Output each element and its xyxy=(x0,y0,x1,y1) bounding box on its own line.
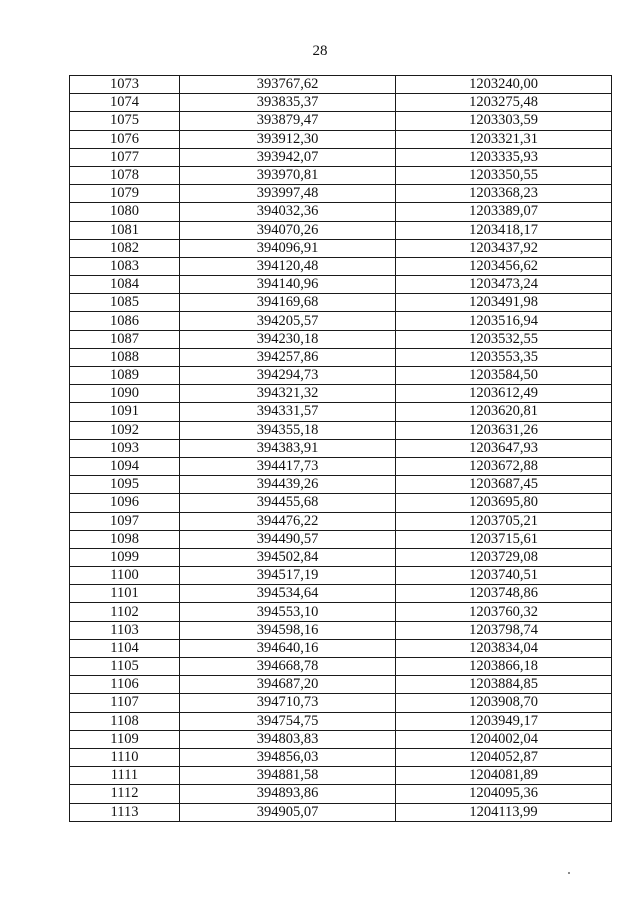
table-row xyxy=(70,330,612,348)
coordinates-table xyxy=(69,75,612,822)
point-number-cell: 1113 xyxy=(70,803,180,821)
y-coordinate-cell: 1203695,80 xyxy=(396,494,612,512)
point-number-cell: 1096 xyxy=(70,494,180,512)
x-coordinate-cell: 394257,86 xyxy=(180,348,396,366)
table-row xyxy=(70,203,612,221)
y-coordinate-cell: 1203418,17 xyxy=(396,221,612,239)
y-coordinate-cell: 1203672,88 xyxy=(396,457,612,475)
table-row xyxy=(70,166,612,184)
table-row xyxy=(70,276,612,294)
x-coordinate-cell: 394517,19 xyxy=(180,567,396,585)
y-coordinate-cell: 1204052,87 xyxy=(396,748,612,766)
x-coordinate-cell: 394881,58 xyxy=(180,767,396,785)
point-number-cell: 1077 xyxy=(70,148,180,166)
x-coordinate-cell: 394502,84 xyxy=(180,548,396,566)
table-row xyxy=(70,748,612,766)
x-coordinate-cell: 394230,18 xyxy=(180,330,396,348)
point-number-cell: 1102 xyxy=(70,603,180,621)
y-coordinate-cell: 1203473,24 xyxy=(396,276,612,294)
x-coordinate-cell: 394455,68 xyxy=(180,494,396,512)
x-coordinate-cell: 394668,78 xyxy=(180,658,396,676)
x-coordinate-cell: 394687,20 xyxy=(180,676,396,694)
point-number-cell: 1091 xyxy=(70,403,180,421)
y-coordinate-cell: 1203389,07 xyxy=(396,203,612,221)
point-number-cell: 1090 xyxy=(70,385,180,403)
table-row xyxy=(70,494,612,512)
point-number-cell: 1098 xyxy=(70,530,180,548)
table-row xyxy=(70,694,612,712)
x-coordinate-cell: 394140,96 xyxy=(180,276,396,294)
point-number-cell: 1104 xyxy=(70,639,180,657)
table-row xyxy=(70,439,612,457)
x-coordinate-cell: 394439,26 xyxy=(180,476,396,494)
point-number-cell: 1100 xyxy=(70,567,180,585)
table-row xyxy=(70,76,612,94)
y-coordinate-cell: 1203715,61 xyxy=(396,530,612,548)
table-row xyxy=(70,548,612,566)
x-coordinate-cell: 394294,73 xyxy=(180,367,396,385)
point-number-cell: 1081 xyxy=(70,221,180,239)
y-coordinate-cell: 1203456,62 xyxy=(396,257,612,275)
point-number-cell: 1099 xyxy=(70,548,180,566)
page-number: 28 xyxy=(312,43,328,59)
x-coordinate-cell: 394553,10 xyxy=(180,603,396,621)
point-number-cell: 1082 xyxy=(70,239,180,257)
point-number-cell: 1076 xyxy=(70,130,180,148)
y-coordinate-cell: 1203516,94 xyxy=(396,312,612,330)
y-coordinate-cell: 1204113,99 xyxy=(396,803,612,821)
x-coordinate-cell: 394490,57 xyxy=(180,530,396,548)
y-coordinate-cell: 1203584,50 xyxy=(396,367,612,385)
y-coordinate-cell: 1203740,51 xyxy=(396,567,612,585)
table-row xyxy=(70,312,612,330)
point-number-cell: 1074 xyxy=(70,94,180,112)
table-row xyxy=(70,239,612,257)
table-row xyxy=(70,367,612,385)
x-coordinate-cell: 394120,48 xyxy=(180,257,396,275)
table-row xyxy=(70,512,612,530)
table-row xyxy=(70,785,612,803)
table-row xyxy=(70,421,612,439)
y-coordinate-cell: 1204081,89 xyxy=(396,767,612,785)
point-number-cell: 1075 xyxy=(70,112,180,130)
point-number-cell: 1087 xyxy=(70,330,180,348)
point-number-cell: 1088 xyxy=(70,348,180,366)
point-number-cell: 1084 xyxy=(70,276,180,294)
x-coordinate-cell: 394331,57 xyxy=(180,403,396,421)
point-number-cell: 1111 xyxy=(70,767,180,785)
y-coordinate-cell: 1203612,49 xyxy=(396,385,612,403)
table-row xyxy=(70,767,612,785)
x-coordinate-cell: 394205,57 xyxy=(180,312,396,330)
point-number-cell: 1086 xyxy=(70,312,180,330)
table-row xyxy=(70,567,612,585)
y-coordinate-cell: 1203834,04 xyxy=(396,639,612,657)
table-row xyxy=(70,621,612,639)
x-coordinate-cell: 393879,47 xyxy=(180,112,396,130)
table-row xyxy=(70,385,612,403)
y-coordinate-cell: 1203729,08 xyxy=(396,548,612,566)
point-number-cell: 1095 xyxy=(70,476,180,494)
table-row xyxy=(70,457,612,475)
coordinates-table-body xyxy=(70,76,612,822)
x-coordinate-cell: 394856,03 xyxy=(180,748,396,766)
y-coordinate-cell: 1203705,21 xyxy=(396,512,612,530)
point-number-cell: 1108 xyxy=(70,712,180,730)
x-coordinate-cell: 394476,22 xyxy=(180,512,396,530)
table-row xyxy=(70,94,612,112)
table-row xyxy=(70,585,612,603)
table-row xyxy=(70,530,612,548)
point-number-cell: 1105 xyxy=(70,658,180,676)
y-coordinate-cell: 1204002,04 xyxy=(396,730,612,748)
x-coordinate-cell: 394905,07 xyxy=(180,803,396,821)
point-number-cell: 1094 xyxy=(70,457,180,475)
x-coordinate-cell: 393997,48 xyxy=(180,185,396,203)
x-coordinate-cell: 394321,32 xyxy=(180,385,396,403)
table-row xyxy=(70,476,612,494)
x-coordinate-cell: 394803,83 xyxy=(180,730,396,748)
point-number-cell: 1089 xyxy=(70,367,180,385)
y-coordinate-cell: 1204095,36 xyxy=(396,785,612,803)
point-number-cell: 1073 xyxy=(70,76,180,94)
y-coordinate-cell: 1203798,74 xyxy=(396,621,612,639)
x-coordinate-cell: 394355,18 xyxy=(180,421,396,439)
table-row xyxy=(70,676,612,694)
point-number-cell: 1103 xyxy=(70,621,180,639)
y-coordinate-cell: 1203368,23 xyxy=(396,185,612,203)
y-coordinate-cell: 1203620,81 xyxy=(396,403,612,421)
point-number-cell: 1083 xyxy=(70,257,180,275)
table-row xyxy=(70,403,612,421)
x-coordinate-cell: 393835,37 xyxy=(180,94,396,112)
table-row xyxy=(70,712,612,730)
x-coordinate-cell: 394070,26 xyxy=(180,221,396,239)
y-coordinate-cell: 1203321,31 xyxy=(396,130,612,148)
x-coordinate-cell: 393970,81 xyxy=(180,166,396,184)
table-row xyxy=(70,294,612,312)
y-coordinate-cell: 1203949,17 xyxy=(396,712,612,730)
y-coordinate-cell: 1203908,70 xyxy=(396,694,612,712)
x-coordinate-cell: 394383,91 xyxy=(180,439,396,457)
y-coordinate-cell: 1203437,92 xyxy=(396,239,612,257)
table-row xyxy=(70,639,612,657)
x-coordinate-cell: 394096,91 xyxy=(180,239,396,257)
y-coordinate-cell: 1203240,00 xyxy=(396,76,612,94)
point-number-cell: 1078 xyxy=(70,166,180,184)
x-coordinate-cell: 394710,73 xyxy=(180,694,396,712)
table-row xyxy=(70,148,612,166)
point-number-cell: 1109 xyxy=(70,730,180,748)
table-row xyxy=(70,603,612,621)
x-coordinate-cell: 393942,07 xyxy=(180,148,396,166)
table-row xyxy=(70,730,612,748)
point-number-cell: 1085 xyxy=(70,294,180,312)
x-coordinate-cell: 394754,75 xyxy=(180,712,396,730)
y-coordinate-cell: 1203491,98 xyxy=(396,294,612,312)
point-number-cell: 1097 xyxy=(70,512,180,530)
y-coordinate-cell: 1203866,18 xyxy=(396,658,612,676)
point-number-cell: 1101 xyxy=(70,585,180,603)
table-row xyxy=(70,185,612,203)
table-row xyxy=(70,221,612,239)
x-coordinate-cell: 394640,16 xyxy=(180,639,396,657)
x-coordinate-cell: 394534,64 xyxy=(180,585,396,603)
y-coordinate-cell: 1203687,45 xyxy=(396,476,612,494)
table-row xyxy=(70,112,612,130)
scan-speck xyxy=(568,872,570,874)
table-row xyxy=(70,803,612,821)
x-coordinate-cell: 393912,30 xyxy=(180,130,396,148)
y-coordinate-cell: 1203275,48 xyxy=(396,94,612,112)
point-number-cell: 1112 xyxy=(70,785,180,803)
table-row xyxy=(70,348,612,366)
point-number-cell: 1080 xyxy=(70,203,180,221)
y-coordinate-cell: 1203760,32 xyxy=(396,603,612,621)
y-coordinate-cell: 1203631,26 xyxy=(396,421,612,439)
point-number-cell: 1093 xyxy=(70,439,180,457)
point-number-cell: 1079 xyxy=(70,185,180,203)
point-number-cell: 1106 xyxy=(70,676,180,694)
x-coordinate-cell: 394032,36 xyxy=(180,203,396,221)
x-coordinate-cell: 394598,16 xyxy=(180,621,396,639)
x-coordinate-cell: 393767,62 xyxy=(180,76,396,94)
y-coordinate-cell: 1203335,93 xyxy=(396,148,612,166)
y-coordinate-cell: 1203748,86 xyxy=(396,585,612,603)
x-coordinate-cell: 394893,86 xyxy=(180,785,396,803)
y-coordinate-cell: 1203532,55 xyxy=(396,330,612,348)
y-coordinate-cell: 1203303,59 xyxy=(396,112,612,130)
y-coordinate-cell: 1203350,55 xyxy=(396,166,612,184)
point-number-cell: 1092 xyxy=(70,421,180,439)
table-row xyxy=(70,257,612,275)
point-number-cell: 1110 xyxy=(70,748,180,766)
table-row xyxy=(70,658,612,676)
x-coordinate-cell: 394417,73 xyxy=(180,457,396,475)
y-coordinate-cell: 1203647,93 xyxy=(396,439,612,457)
table-row xyxy=(70,130,612,148)
y-coordinate-cell: 1203553,35 xyxy=(396,348,612,366)
y-coordinate-cell: 1203884,85 xyxy=(396,676,612,694)
point-number-cell: 1107 xyxy=(70,694,180,712)
x-coordinate-cell: 394169,68 xyxy=(180,294,396,312)
